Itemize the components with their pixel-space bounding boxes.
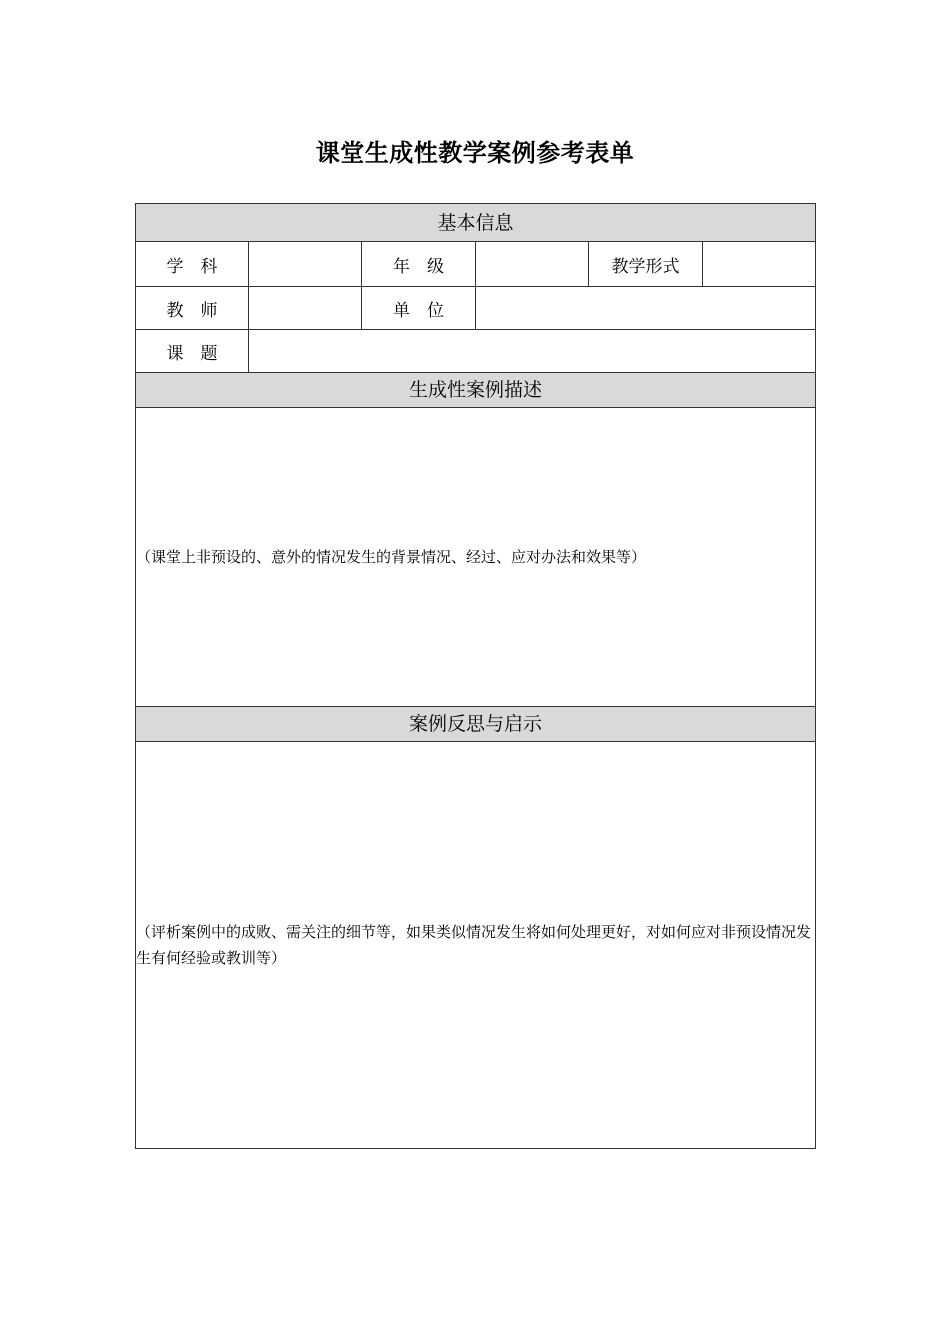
description-area[interactable] <box>136 408 816 707</box>
unit-label: 单 位 <box>362 287 476 330</box>
page-title: 课堂生成性教学案例参考表单 <box>315 139 635 167</box>
reflection-area[interactable] <box>136 742 816 1149</box>
reflection-header: 案例反思与启示 <box>136 707 816 742</box>
teaching-form-label: 教学形式 <box>589 242 703 287</box>
unit-field[interactable] <box>476 287 816 330</box>
description-header: 生成性案例描述 <box>136 373 816 408</box>
topic-field[interactable] <box>249 330 816 373</box>
reflection-hint: （评析案例中的成败、需关注的细节等，如果类似情况发生将如何处理更好，对如何应对非预设情况发生有何经验或教训等） <box>136 923 812 967</box>
subject-field[interactable] <box>249 242 362 287</box>
description-hint: （课堂上非预设的、意外的情况发生的背景情况、经过、应对办法和效果等） <box>136 548 647 566</box>
teaching-form-field[interactable] <box>703 242 816 287</box>
teacher-field[interactable] <box>249 287 362 330</box>
topic-label: 课 题 <box>136 330 249 373</box>
grade-label: 年 级 <box>362 242 476 287</box>
teacher-label: 教 师 <box>136 287 249 330</box>
basic-info-header: 基本信息 <box>136 204 816 242</box>
grade-field[interactable] <box>476 242 589 287</box>
case-form-table <box>135 203 816 1149</box>
subject-label: 学 科 <box>136 242 249 287</box>
